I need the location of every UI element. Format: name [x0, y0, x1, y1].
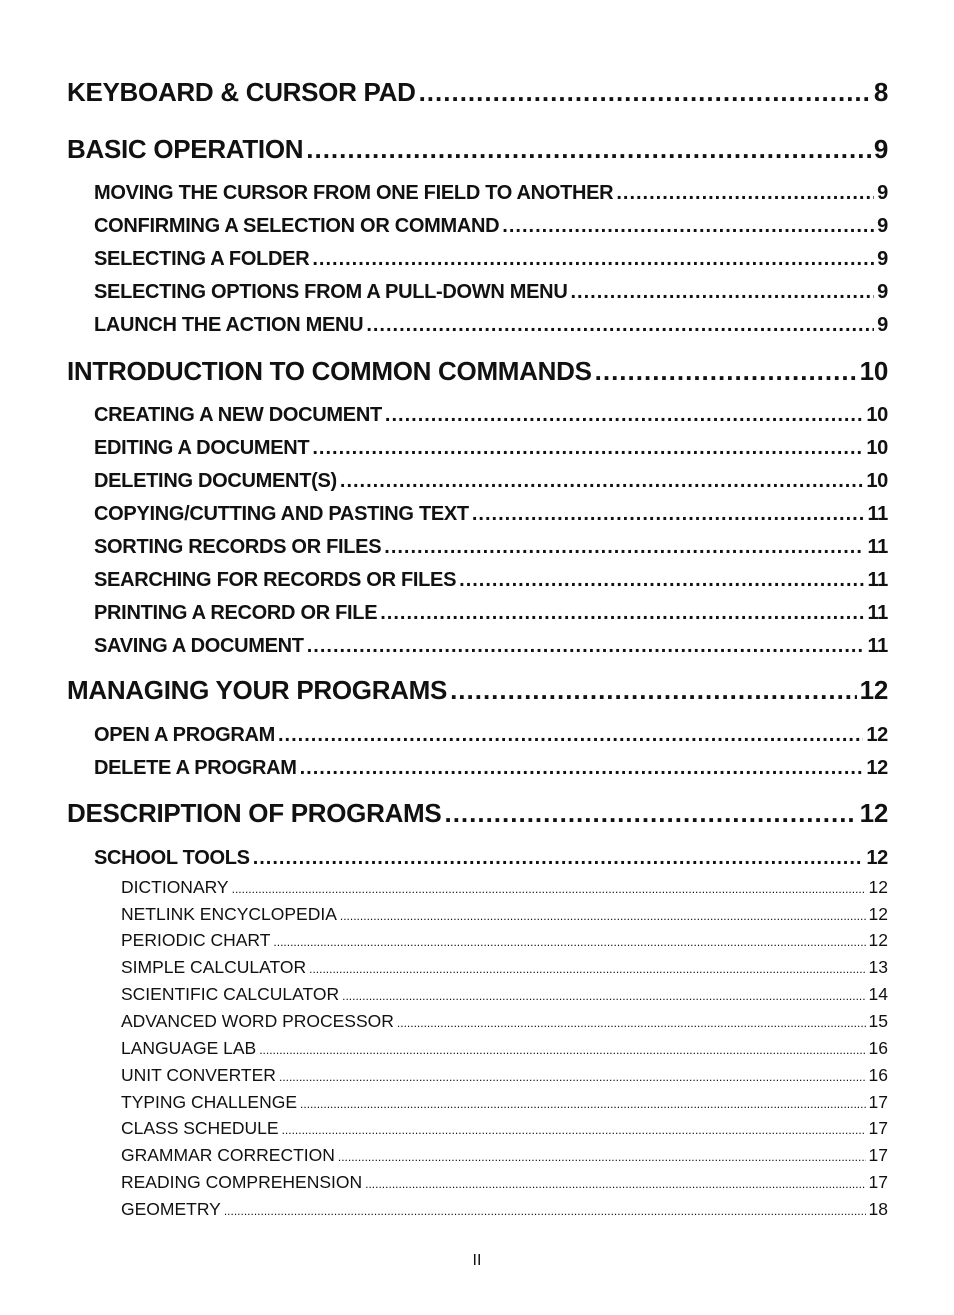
toc-leader-dots	[232, 879, 866, 899]
toc-entry	[121, 1172, 888, 1192]
toc-entry	[121, 1092, 888, 1112]
toc-entry	[121, 957, 888, 977]
toc-entry-page-number: 12	[859, 675, 888, 705]
toc-leader-dots	[312, 436, 863, 460]
toc-entry	[121, 877, 888, 897]
toc-leader-dots	[279, 1067, 866, 1087]
toc-entry-page-number: 12	[868, 904, 888, 924]
toc-entry-page-number: 11	[867, 635, 888, 657]
toc-entry-label: SORTING RECORDS OR FILES	[94, 536, 382, 558]
toc-entry-page-number: 16	[868, 1038, 888, 1058]
toc-leader-dots	[300, 756, 864, 780]
toc-entry	[94, 181, 888, 205]
toc-entry	[67, 134, 888, 164]
toc-entry-label: PERIODIC CHART	[121, 930, 271, 950]
toc-entry	[94, 469, 888, 493]
toc-entry-page-number: 17	[868, 1172, 888, 1192]
toc-leader-dots	[259, 1040, 865, 1060]
toc-leader-dots	[570, 280, 874, 304]
toc-entry-page-number: 10	[859, 356, 888, 386]
toc-entry	[94, 247, 888, 271]
toc-entry-page-number: 11	[867, 503, 888, 525]
toc-entry-page-number: 10	[866, 470, 888, 492]
toc-entry-label: LANGUAGE LAB	[121, 1038, 257, 1058]
toc-entry	[121, 1011, 888, 1031]
toc-leader-dots	[366, 313, 874, 337]
toc-entry-page-number: 16	[868, 1065, 888, 1085]
toc-leader-dots	[365, 1174, 865, 1194]
toc-entry-page-number: 18	[868, 1199, 888, 1219]
toc-entry	[94, 568, 888, 592]
toc-leader-dots	[502, 214, 874, 238]
toc-entry-label: EDITING A DOCUMENT	[94, 437, 310, 459]
toc-leader-dots	[342, 986, 865, 1006]
toc-leader-dots	[282, 1120, 866, 1140]
toc-entry	[94, 535, 888, 559]
toc-leader-dots	[419, 77, 871, 107]
toc-entry-label: TYPING CHALLENGE	[121, 1092, 298, 1112]
toc-entry-label: DELETING DOCUMENT(S)	[94, 470, 337, 492]
toc-entry-label: MANAGING YOUR PROGRAMS	[67, 675, 448, 705]
toc-entry-page-number: 10	[866, 437, 888, 459]
toc-leader-dots	[307, 634, 865, 658]
toc-entry	[94, 214, 888, 238]
toc-entry-label: SCHOOL TOOLS	[94, 847, 250, 869]
toc-leader-dots	[338, 1147, 866, 1167]
toc-leader-dots	[273, 932, 865, 952]
toc-entry-page-number: 13	[868, 957, 888, 977]
toc-leader-dots	[312, 247, 874, 271]
toc-entry-label: SAVING A DOCUMENT	[94, 635, 304, 657]
toc-entry-label: CREATING A NEW DOCUMENT	[94, 404, 382, 426]
toc-entry-label: UNIT CONVERTER	[121, 1065, 276, 1085]
toc-entry	[94, 723, 888, 747]
toc-leader-dots	[385, 403, 863, 427]
toc-leader-dots	[224, 1201, 866, 1221]
toc-entry-page-number: 17	[868, 1092, 888, 1112]
toc-entry-label: CLASS SCHEDULE	[121, 1118, 279, 1138]
toc-entry-label: MOVING THE CURSOR FROM ONE FIELD TO ANOTHER	[94, 182, 614, 204]
toc-entry-page-number: 10	[866, 404, 888, 426]
toc-leader-dots	[380, 601, 864, 625]
toc-entry-label: NETLINK ENCYCLOPEDIA	[121, 904, 337, 924]
toc-entry-label: GEOMETRY	[121, 1199, 221, 1219]
toc-entry-label: LAUNCH THE ACTION MENU	[94, 314, 364, 336]
toc-leader-dots	[340, 469, 863, 493]
toc-entry-label: DICTIONARY	[121, 877, 229, 897]
toc-entry	[94, 846, 888, 870]
toc-entry	[67, 77, 888, 107]
toc-leader-dots	[253, 846, 864, 870]
toc-entry	[121, 930, 888, 950]
toc-entry-label: SELECTING A FOLDER	[94, 248, 310, 270]
toc-entry-page-number: 11	[867, 536, 888, 558]
toc-entry-label: OPEN A PROGRAM	[94, 724, 275, 746]
toc-entry-label: ADVANCED WORD PROCESSOR	[121, 1011, 394, 1031]
toc-entry	[94, 436, 888, 460]
toc-entry-page-number: 9	[873, 134, 888, 164]
toc-entry-label: SEARCHING FOR RECORDS OR FILES	[94, 569, 457, 591]
toc-entry-label: COPYING/CUTTING AND PASTING TEXT	[94, 503, 469, 525]
toc-entry	[121, 1065, 888, 1085]
toc-entry-page-number: 9	[877, 215, 888, 237]
toc-entry-page-number: 12	[868, 930, 888, 950]
toc-entry	[121, 984, 888, 1004]
toc-entry-page-number: 9	[877, 248, 888, 270]
toc-entry	[67, 356, 888, 386]
toc-leader-dots	[459, 568, 864, 592]
toc-entry-label: SIMPLE CALCULATOR	[121, 957, 307, 977]
toc-leader-dots	[595, 356, 857, 386]
toc-entry-page-number: 9	[877, 182, 888, 204]
toc-entry-page-number: 12	[866, 847, 888, 869]
page-number: II	[472, 1252, 482, 1269]
toc-leader-dots	[450, 675, 857, 705]
toc-entry-page-number: 9	[877, 314, 888, 336]
toc-entry-page-number: 12	[868, 877, 888, 897]
toc-leader-dots	[300, 1094, 866, 1114]
toc-entry-page-number: 17	[868, 1145, 888, 1165]
toc-entry	[121, 1145, 888, 1165]
toc-leader-dots	[384, 535, 864, 559]
toc-entry-page-number: 9	[877, 281, 888, 303]
toc-leader-dots	[306, 134, 871, 164]
toc-entry	[121, 1038, 888, 1058]
toc-entry-label: DESCRIPTION OF PROGRAMS	[67, 798, 442, 828]
toc-entry	[94, 313, 888, 337]
toc-entry	[94, 634, 888, 658]
toc-entry	[94, 502, 888, 526]
toc-entry	[94, 601, 888, 625]
toc-entry-label: KEYBOARD & CURSOR PAD	[67, 77, 416, 107]
toc-leader-dots	[444, 798, 856, 828]
toc-entry-page-number: 17	[868, 1118, 888, 1138]
toc-entry-label: SCIENTIFIC CALCULATOR	[121, 984, 340, 1004]
toc-leader-dots	[616, 181, 874, 205]
toc-entry-page-number: 8	[873, 77, 888, 107]
toc-entry-label: DELETE A PROGRAM	[94, 757, 297, 779]
toc-entry-page-number: 12	[866, 724, 888, 746]
toc-entry	[94, 280, 888, 304]
toc-entry	[94, 403, 888, 427]
toc-entry	[94, 756, 888, 780]
toc-entry-label: BASIC OPERATION	[67, 134, 304, 164]
toc-leader-dots	[278, 723, 863, 747]
toc-entry-label: CONFIRMING A SELECTION OR COMMAND	[94, 215, 500, 237]
toc-leader-dots	[397, 1013, 866, 1033]
toc-entry-page-number: 15	[868, 1011, 888, 1031]
toc-entry	[67, 675, 888, 705]
toc-entry-page-number: 12	[866, 757, 888, 779]
toc-entry-label: GRAMMAR CORRECTION	[121, 1145, 335, 1165]
toc-leader-dots	[309, 959, 865, 979]
toc-entry-page-number: 11	[867, 569, 888, 591]
toc-entry-page-number: 14	[868, 984, 888, 1004]
toc-leader-dots	[472, 502, 865, 526]
toc-entry-label: PRINTING A RECORD OR FILE	[94, 602, 378, 624]
toc-entry	[121, 904, 888, 924]
toc-leader-dots	[340, 906, 866, 926]
toc-entry-label: READING COMPREHENSION	[121, 1172, 363, 1192]
toc-entry-label: SELECTING OPTIONS FROM A PULL-DOWN MENU	[94, 281, 568, 303]
toc-entry-label: INTRODUCTION TO COMMON COMMANDS	[67, 356, 592, 386]
toc-entry-page-number: 11	[867, 602, 888, 624]
toc-entry	[121, 1199, 888, 1219]
toc-entry	[121, 1118, 888, 1138]
toc-entry-page-number: 12	[859, 798, 888, 828]
toc-entry	[67, 798, 888, 828]
